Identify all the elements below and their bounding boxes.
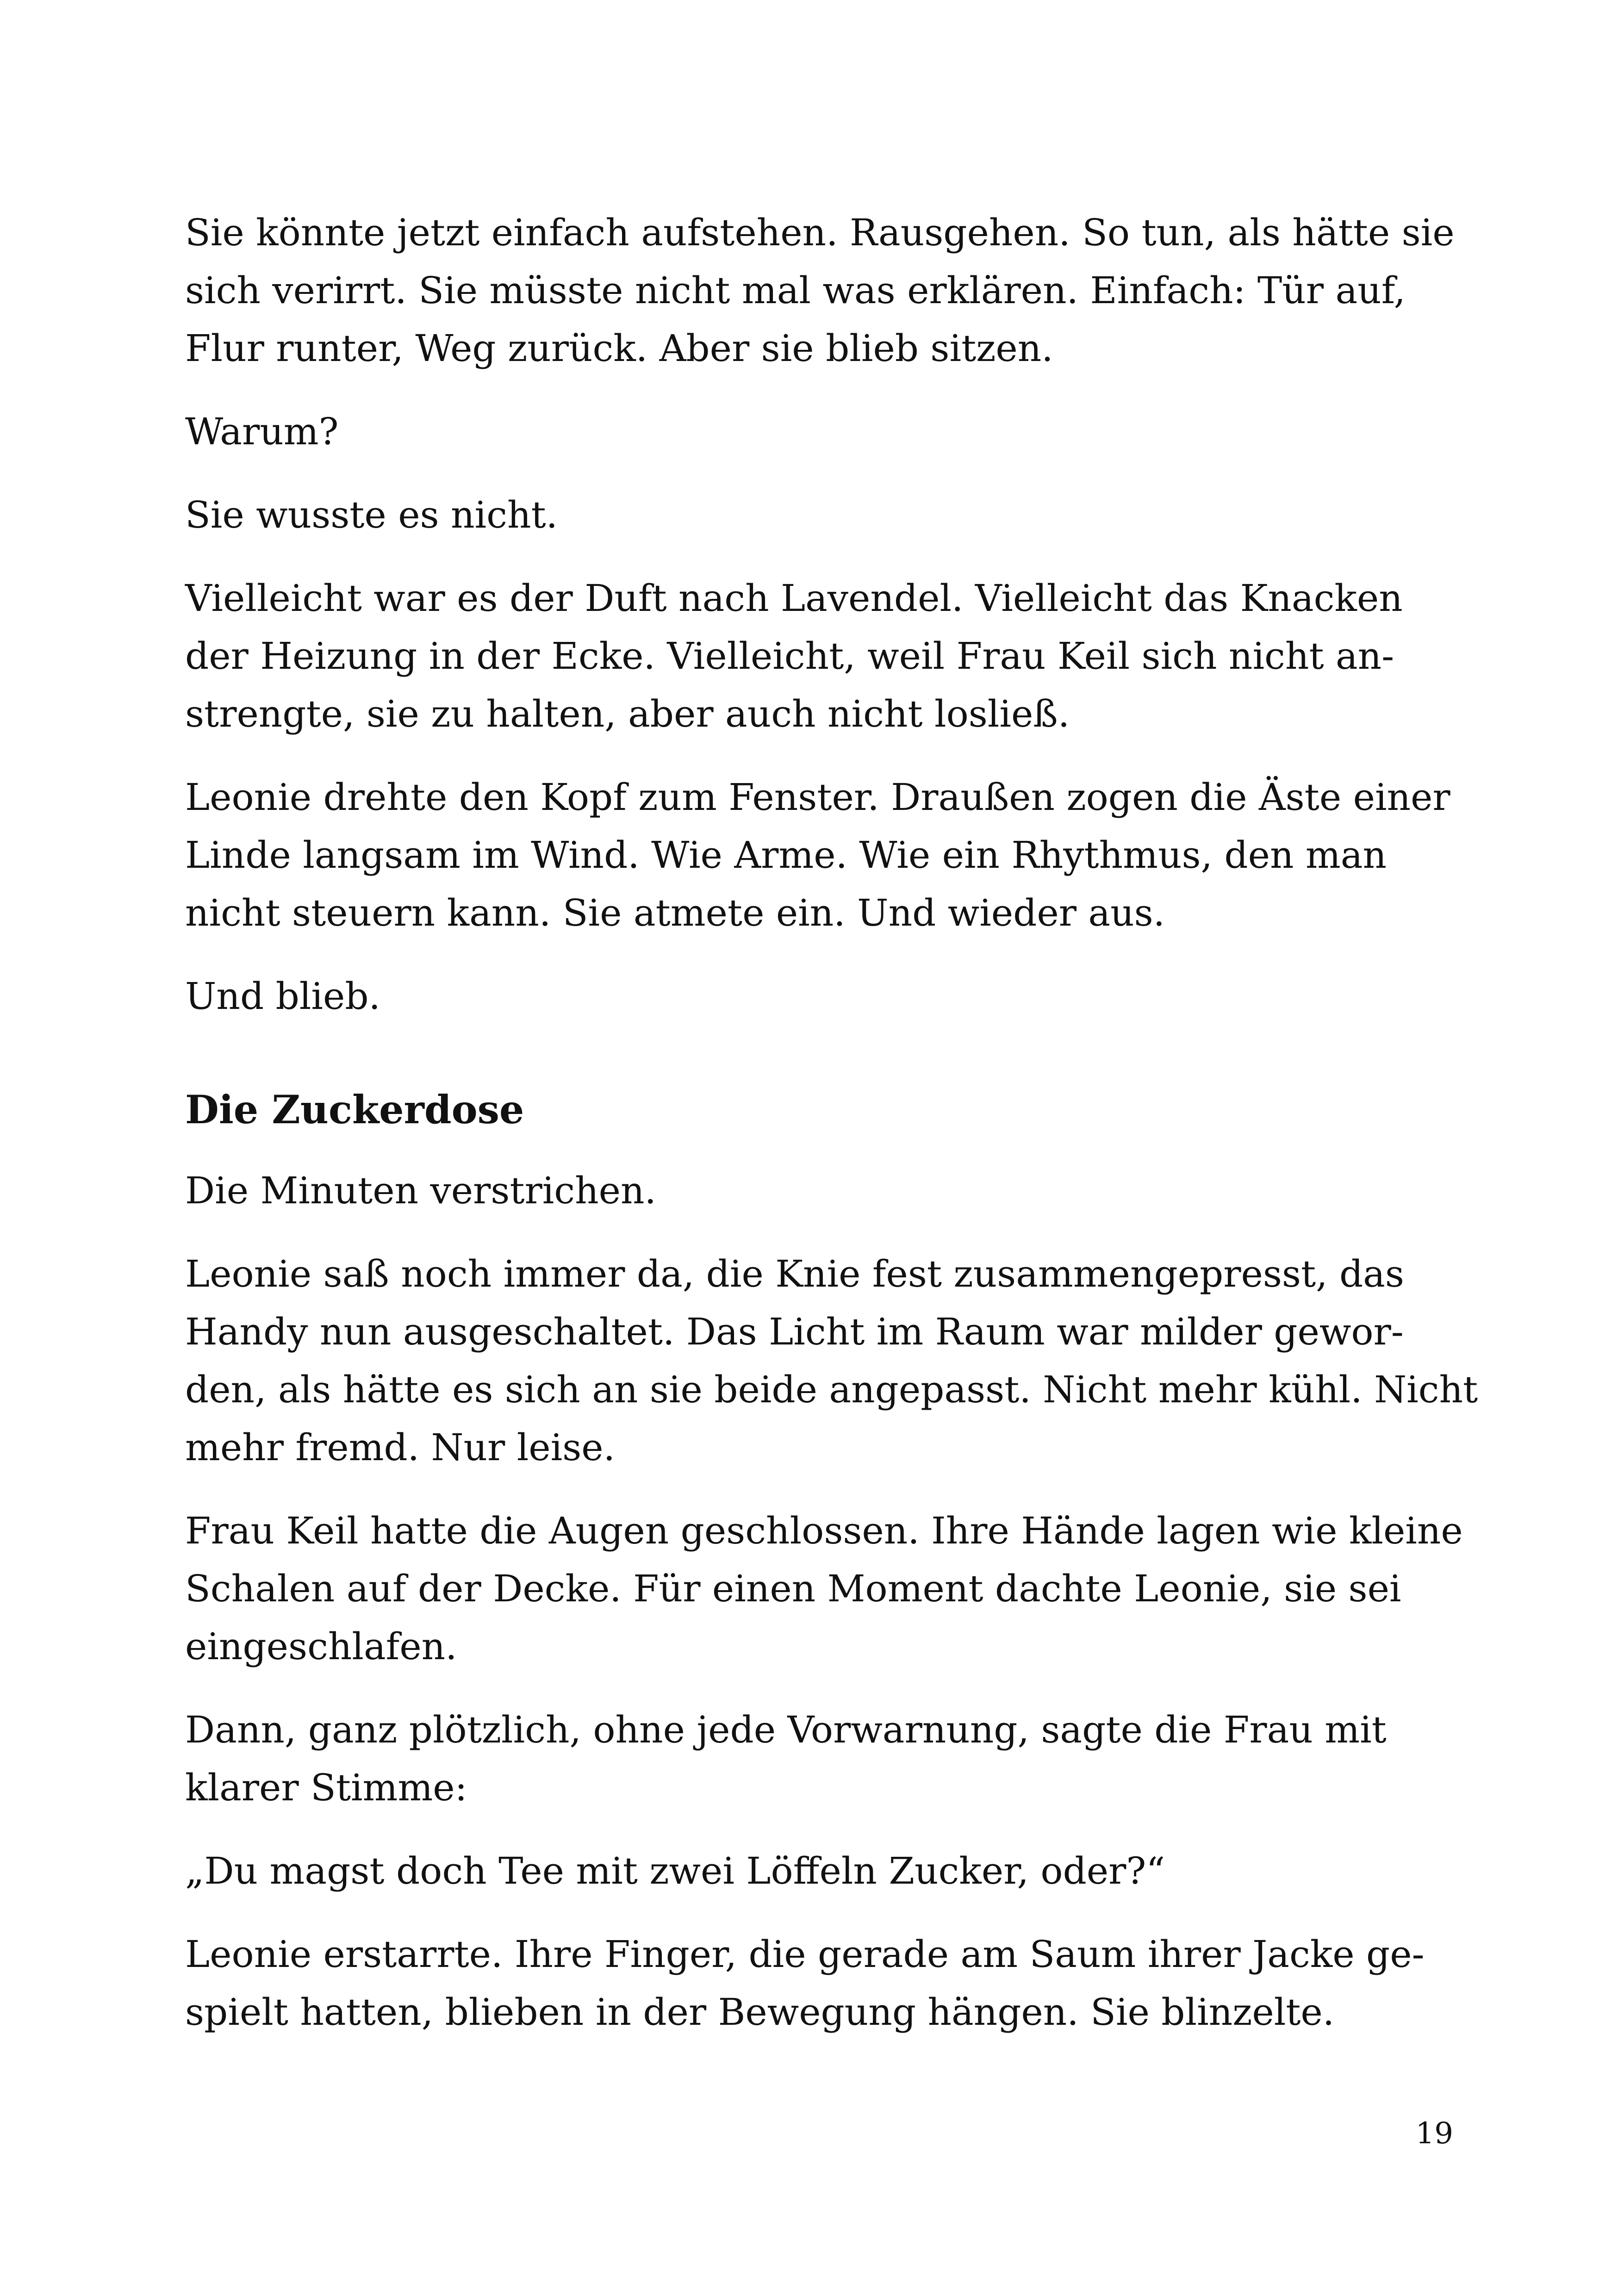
text-line: Sie wusste es nicht. [185,493,558,536]
text-line: nicht steuern kann. Sie atmete ein. Und wieder aus. [185,891,1165,934]
paragraph [185,486,1453,544]
text-line: den, als hätte es sich an sie beide angepasst. Nicht mehr kühl. Nicht [185,1368,1478,1411]
text-line: Sie könnte jetzt einfach aufstehen. Rausgehen. So tun, als hätte sie [185,211,1455,254]
paragraph [185,1842,1453,1900]
paragraph [185,403,1453,460]
text-line: klarer Stimme: [185,1766,467,1809]
text-line: „Du magst doch Tee mit zwei Löffeln Zucker, oder?“ [185,1849,1165,1892]
paragraph [185,967,1453,1025]
text-line: Vielleicht war es der Duft nach Lavendel. Vielleicht das Knacken [185,577,1403,620]
text-line: strengte, sie zu halten, aber auch nicht losließ. [185,692,1070,735]
text-line: Und blieb. [185,975,380,1018]
chapter-heading: Die Zuckerdose [185,1087,524,1132]
text-line: Leonie drehte den Kopf zum Fenster. Draußen zogen die Äste einer [185,776,1450,819]
text-line: Frau Keil hatte die Augen geschlossen. Ihre Hände lagen wie kleine [185,1509,1463,1552]
paragraph [185,1925,1453,2041]
paragraph [185,1701,1453,1817]
section-before-heading [185,204,1453,1025]
text-line: Dann, ganz plötzlich, ohne jede Vorwarnung, sagte die Frau mit [185,1708,1387,1751]
text-line: Linde langsam im Wind. Wie Arme. Wie ein Rhythmus, den man [185,834,1387,877]
paragraph [185,1162,1453,1220]
text-line: der Heizung in der Ecke. Vielleicht, weil Frau Keil sich nicht an- [185,635,1394,678]
section-after-heading [185,1162,1478,2041]
paragraph [185,1245,1478,1476]
text-line: Leonie saß noch immer da, die Knie fest zusammengepresst, das [185,1252,1404,1295]
body-text [185,204,1478,2066]
text-line: Schalen auf der Decke. Für einen Moment dachte Leonie, sie sei [185,1567,1401,1610]
text-line: Leonie erstarrte. Ihre Finger, die gerade am Saum ihrer Jacke ge- [185,1933,1425,1976]
paragraph [185,768,1453,942]
text-line: spielt hatten, blieben in der Bewegung hängen. Sie blinzelte. [185,1991,1335,2034]
text-line: mehr fremd. Nur leise. [185,1426,616,1469]
paragraph [185,569,1453,743]
paragraph [185,204,1453,377]
text-line: Warum? [185,410,339,453]
paragraph [185,1502,1463,1675]
text-line: sich verirrt. Sie müsste nicht mal was erklären. Einfach: Tür auf, [185,269,1406,312]
text-line: eingeschlafen. [185,1625,457,1668]
text-line: Handy nun ausgeschaltet. Das Licht im Raum war milder gewor- [185,1310,1404,1353]
text-line: Flur runter, Weg zurück. Aber sie blieb sitzen. [185,327,1053,370]
page-number: 19 [1415,2116,1453,2151]
text-line: Die Minuten verstrichen. [185,1169,656,1212]
